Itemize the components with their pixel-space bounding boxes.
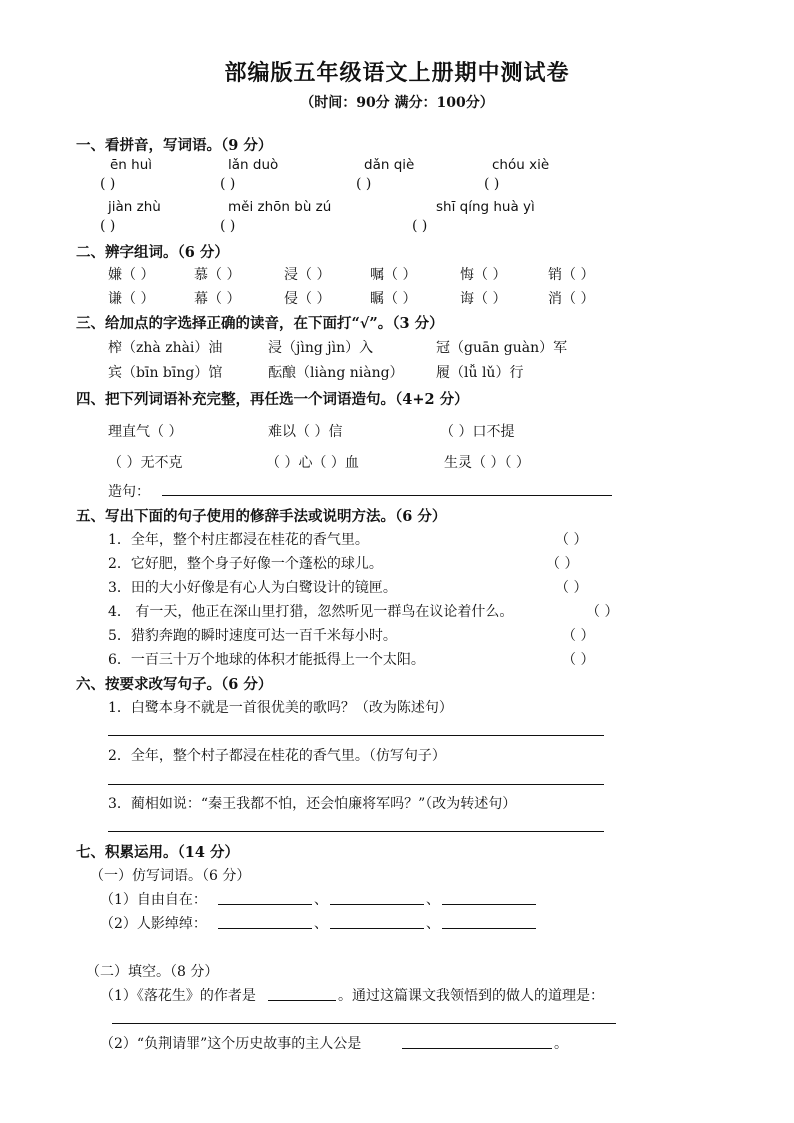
imitate-2-blank-1[interactable]	[218, 928, 312, 929]
imitate-1-blank-1[interactable]	[218, 904, 312, 905]
answer-paren-1[interactable]: ( )	[100, 176, 116, 192]
rewrite-item-1: 1．白鹭本身不就是一首很优美的歌吗？（改为陈述句）	[108, 700, 453, 716]
imitate-item-2: （2）人影绰绰：	[100, 916, 207, 932]
reading-choice-6[interactable]: 履（lǚ lǔ）行	[436, 365, 524, 381]
fill-item-2-prefix: （2）“负荆请罪”这个历史故事的主人公是	[100, 1036, 362, 1052]
word-group-3[interactable]: 浸（ ）	[284, 267, 331, 283]
idiom-6[interactable]: 生灵（ ）（ ）	[444, 455, 530, 471]
pinyin-2: lǎn duò	[228, 157, 279, 173]
pinyin-5: jiàn zhù	[108, 199, 161, 215]
reading-choice-5[interactable]: 酝酿（liàng niàng）	[268, 365, 404, 381]
page-title: 部编版五年级语文上册期中测试卷	[224, 60, 570, 86]
word-group-5[interactable]: 悔（ ）	[460, 267, 507, 283]
pinyin-4: chóu xiè	[492, 157, 550, 173]
idiom-2[interactable]: 难以（ ）信	[268, 424, 343, 440]
separator: 、	[314, 916, 328, 932]
word-group-12[interactable]: 消（ ）	[548, 291, 595, 307]
idiom-5[interactable]: （ ）心（ ）血	[266, 455, 359, 471]
pinyin-3: dǎn qiè	[364, 157, 415, 173]
rewrite-answer-line-1[interactable]	[108, 735, 604, 736]
answer-paren-3[interactable]: ( )	[356, 176, 372, 192]
idiom-1[interactable]: 理直气（ ）	[108, 424, 183, 440]
reading-choice-4[interactable]: 宾（bīn bīng）馆	[108, 365, 223, 381]
word-group-4[interactable]: 嘱（ ）	[370, 267, 417, 283]
section-7-heading: 七、积累运用。（14 分）	[76, 844, 239, 861]
answer-paren-2[interactable]: ( )	[220, 176, 236, 192]
idiom-4[interactable]: （ ）无不克	[108, 455, 183, 471]
imitate-2-blank-2[interactable]	[330, 928, 424, 929]
reading-choice-3[interactable]: 冠（guān guàn）军	[436, 340, 568, 356]
rhetoric-answer-5[interactable]: （ ）	[562, 628, 595, 644]
reading-choice-1[interactable]: 榨（zhà zhài）油	[108, 340, 223, 356]
page-subtitle: （时间：90分 满分：100分）	[300, 95, 494, 111]
fill-item-1-prefix: （1）《落花生》的作者是	[100, 988, 256, 1004]
imitate-1-blank-3[interactable]	[442, 904, 536, 905]
section-1-heading: 一、看拼音，写词语。（9 分）	[76, 137, 273, 154]
rhetoric-item-6: 6．一百三十万个地球的体积才能抵得上一个太阳。	[108, 652, 425, 668]
answer-paren-4[interactable]: ( )	[484, 176, 500, 192]
reading-choice-2[interactable]: 浸（jìng jìn）入	[268, 340, 374, 356]
rewrite-answer-line-2[interactable]	[108, 784, 604, 785]
pinyin-6: měi zhōn bù zú	[228, 199, 332, 215]
author-blank[interactable]	[268, 1000, 336, 1001]
part-2-heading: （二）填空。（8 分）	[86, 964, 219, 980]
imitate-1-blank-2[interactable]	[330, 904, 424, 905]
word-group-2[interactable]: 慕（ ）	[194, 267, 241, 283]
imitate-2-blank-3[interactable]	[442, 928, 536, 929]
answer-paren-6[interactable]: ( )	[220, 218, 236, 234]
rhetoric-item-1: 1．全年，整个村庄都浸在桂花的香气里。	[108, 532, 369, 548]
idiom-3[interactable]: （ ）口不提	[440, 424, 515, 440]
word-group-6[interactable]: 销（ ）	[548, 267, 595, 283]
protagonist-blank[interactable]	[402, 1048, 552, 1049]
sentence-label: 造句：	[108, 484, 150, 500]
section-2-heading: 二、辨字组词。（6 分）	[76, 244, 229, 261]
section-5-heading: 五、写出下面的句子使用的修辞手法或说明方法。（6 分）	[76, 508, 447, 525]
sentence-answer-line[interactable]	[162, 495, 612, 496]
separator: 、	[314, 892, 328, 908]
pinyin-7: shī qíng huà yì	[436, 199, 535, 215]
rhetoric-answer-2[interactable]: （ ）	[546, 556, 579, 572]
pinyin-1: ēn huì	[110, 157, 153, 173]
rhetoric-item-2: 2．它好肥，整个身子好像一个蓬松的球儿。	[108, 556, 383, 572]
word-group-7[interactable]: 谦（ ）	[108, 291, 155, 307]
answer-paren-5[interactable]: ( )	[100, 218, 116, 234]
rhetoric-answer-3[interactable]: （ ）	[555, 580, 588, 596]
answer-paren-7[interactable]: ( )	[412, 218, 428, 234]
separator: 、	[426, 916, 440, 932]
rewrite-item-2: 2．全年，整个村子都浸在桂花的香气里。（仿写句子）	[108, 748, 446, 764]
word-group-10[interactable]: 瞩（ ）	[370, 291, 417, 307]
section-6-heading: 六、按要求改写句子。（6 分）	[76, 676, 273, 693]
separator: 、	[426, 892, 440, 908]
rewrite-answer-line-3[interactable]	[108, 831, 604, 832]
part-1-heading: （一）仿写词语。（6 分）	[90, 868, 251, 884]
section-4-heading: 四、把下列词语补充完整，再任选一个词语造句。（4+2 分）	[76, 391, 469, 408]
rhetoric-item-3: 3．田的大小好像是有心人为白鹭设计的镜匣。	[108, 580, 397, 596]
lesson-answer-line[interactable]	[112, 1023, 616, 1024]
rhetoric-answer-6[interactable]: （ ）	[562, 652, 595, 668]
rewrite-item-3: 3．蔺相如说：“秦王我都不怕，还会怕廉将军吗？”（改为转述句）	[108, 796, 517, 812]
section-3-heading: 三、给加点的字选择正确的读音，在下面打“√”。（3 分）	[76, 315, 444, 332]
word-group-8[interactable]: 幕（ ）	[194, 291, 241, 307]
rhetoric-item-5: 5．猎豹奔跑的瞬时速度可达一百千米每小时。	[108, 628, 397, 644]
rhetoric-answer-1[interactable]: （ ）	[555, 532, 588, 548]
rhetoric-answer-4[interactable]: （ ）	[586, 604, 619, 620]
fill-item-1-suffix: 。通过这篇课文我领悟到的做人的道理是：	[338, 988, 604, 1004]
fill-item-2-suffix: 。	[554, 1036, 568, 1052]
word-group-9[interactable]: 侵（ ）	[284, 291, 331, 307]
rhetoric-item-4: 4． 有一天，他正在深山里打猎，忽然听见一群鸟在议论着什么。	[108, 604, 514, 620]
word-group-1[interactable]: 嫌（ ）	[108, 267, 155, 283]
word-group-11[interactable]: 诲（ ）	[460, 291, 507, 307]
imitate-item-1: （1）自由自在：	[100, 892, 207, 908]
